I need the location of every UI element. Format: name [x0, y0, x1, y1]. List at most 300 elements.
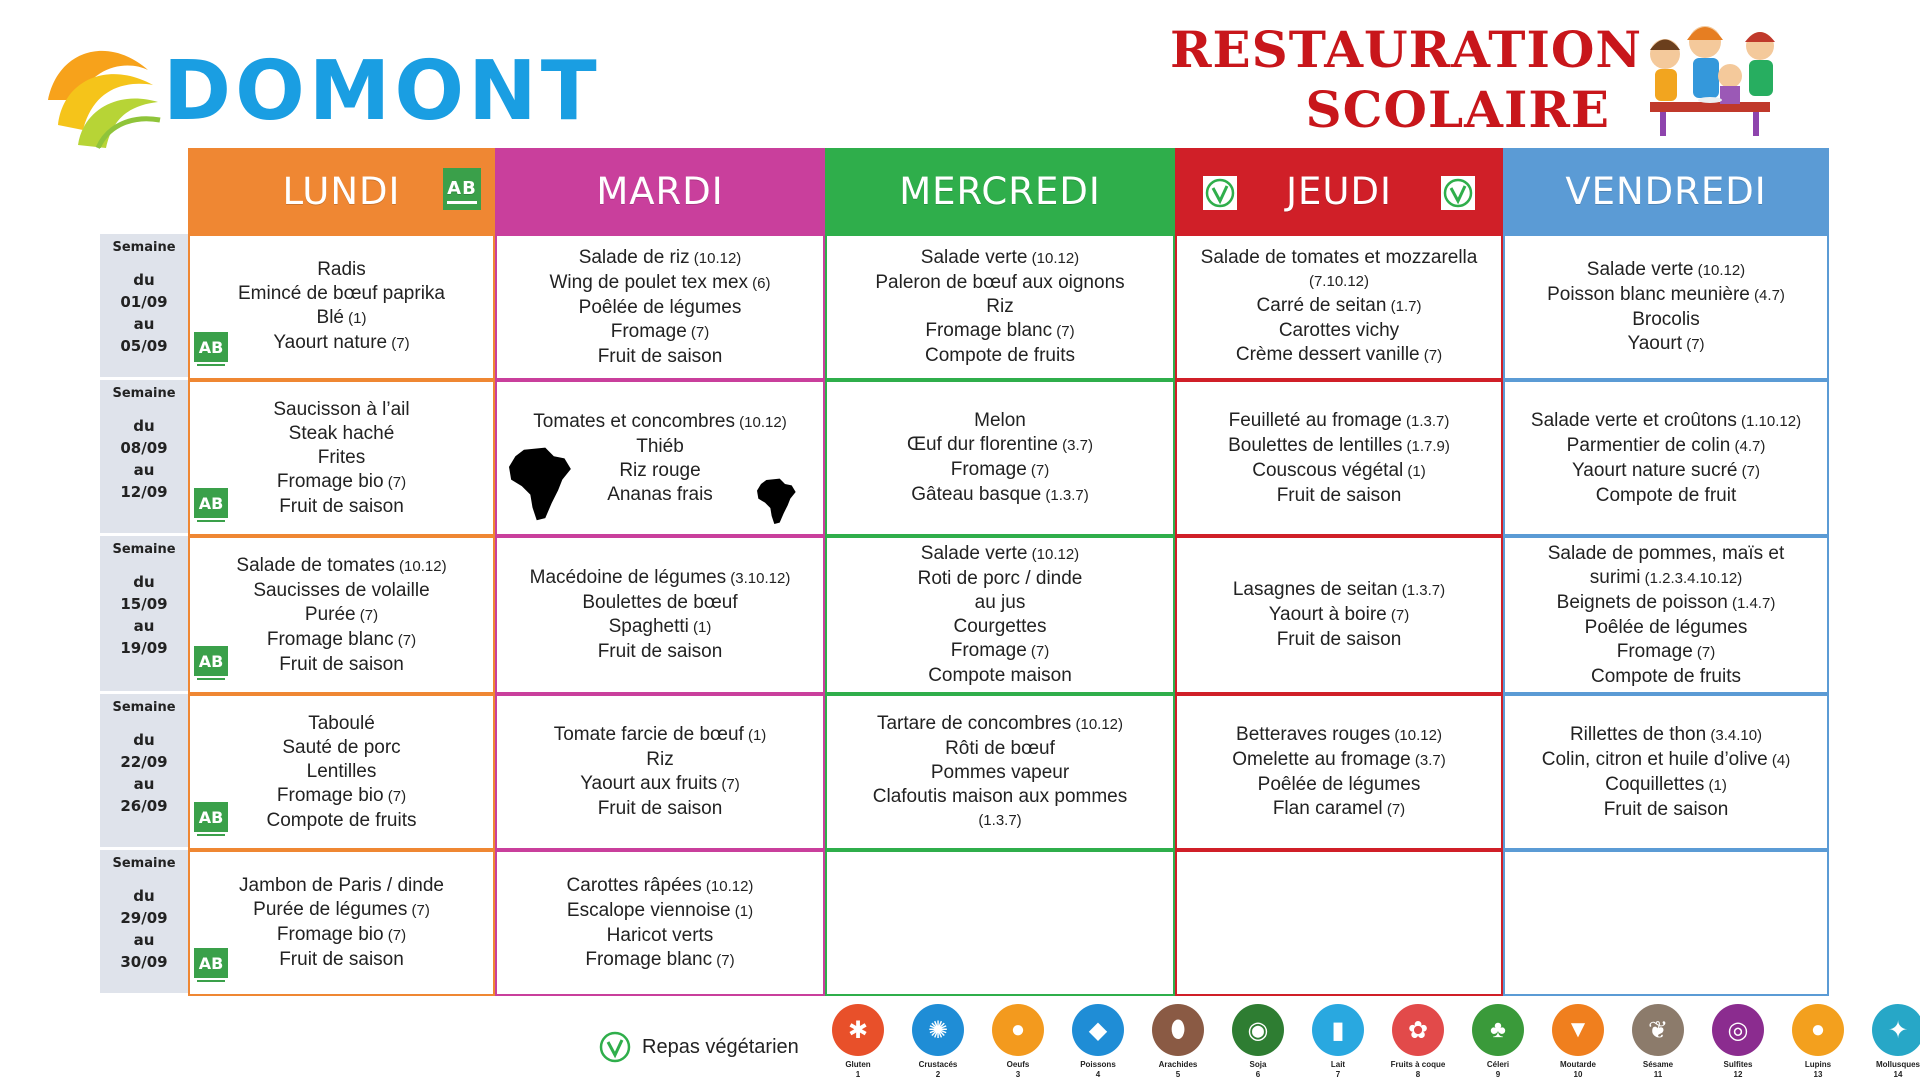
- day-label: JEUDI: [1286, 169, 1392, 213]
- dish-name: Fruit de saison: [279, 653, 404, 675]
- allergen-codes: (1.3.7): [1401, 412, 1450, 430]
- dish-name: Flan caramel: [1272, 797, 1383, 819]
- menu-item: [253, 579, 429, 603]
- dish-name: Rôti de bœuf: [945, 737, 1055, 759]
- dish-name: Fruit de saison: [279, 949, 404, 970]
- wheat-icon: ✱: [832, 1004, 884, 1056]
- allergen-name: Lait: [1330, 1060, 1346, 1069]
- menu-item: [1591, 665, 1741, 689]
- peanut-icon: ⬮: [1152, 1004, 1204, 1056]
- dish-name: Spaghetti: [608, 616, 689, 637]
- allergen-number: 8: [1415, 1070, 1421, 1079]
- dish-name: Yaourt: [1627, 332, 1683, 354]
- week-label: [100, 234, 188, 380]
- allergen-codes: (3.7): [1058, 436, 1094, 454]
- dish-name: Roti de porc / dinde: [917, 568, 1083, 589]
- day-label: VENDREDI: [1565, 169, 1767, 213]
- africa-map-icon: [757, 478, 797, 526]
- week-date-text: au: [133, 775, 155, 793]
- dish-name: Saucisson à l’ail: [273, 398, 410, 420]
- menu-cell-mercredi: [825, 536, 1175, 694]
- week-date-text: Semaine: [112, 542, 176, 557]
- dish-name: Fruit de saison: [1276, 629, 1402, 650]
- menu-item: [317, 306, 367, 331]
- menu-item: [282, 736, 400, 760]
- dish-name: Omelette au fromage: [1232, 748, 1411, 770]
- menu-item: [305, 603, 378, 628]
- menu-item: [951, 458, 1050, 483]
- dish-name: Macédoine de légumes: [529, 567, 727, 588]
- menu-item: [1572, 459, 1760, 484]
- allergen-codes: (1): [743, 727, 767, 744]
- dish-name: Riz rouge: [619, 459, 701, 481]
- menu-item: [267, 628, 416, 653]
- allergen-name: Oeufs: [1006, 1060, 1030, 1069]
- menu-cell-mardi: [495, 850, 825, 996]
- dish-name: Compote de fruits: [266, 809, 417, 831]
- dish-name: Yaourt nature: [273, 332, 388, 353]
- page-title: [1170, 20, 1643, 140]
- allergen-codes: (1.7.9): [1402, 437, 1450, 455]
- allergen-item: [1698, 1004, 1778, 1080]
- menu-item: [236, 554, 446, 579]
- dish-name: Lentilles: [306, 760, 377, 782]
- week-label: [100, 850, 188, 996]
- svg-text:AB: AB: [198, 808, 224, 827]
- menu-item: [598, 640, 723, 664]
- title-line-2: SCOLAIRE: [1305, 80, 1610, 139]
- menu-cell-lundi: [188, 536, 495, 694]
- allergen-codes: (10.12): [1027, 250, 1080, 267]
- dish-name: Brocolis: [1632, 308, 1700, 330]
- menu-item: [238, 282, 445, 306]
- dish-name: Sauté de porc: [282, 736, 401, 758]
- dish-name: Rillettes de thon: [1569, 723, 1707, 745]
- logo-text: DOMONT: [163, 44, 601, 139]
- allergen-label: [919, 1060, 958, 1080]
- allergen-item: [1058, 1004, 1138, 1080]
- day-header-vendredi: [1503, 148, 1829, 234]
- menu-item: [1548, 542, 1785, 566]
- menu-item: [877, 712, 1123, 737]
- week-date-text: 15/09: [120, 595, 168, 613]
- sesame-icon: ❦: [1632, 1004, 1684, 1056]
- menu-item: [279, 948, 404, 972]
- menu-item: [1252, 459, 1426, 484]
- allergen-name: Mollusques: [1875, 1060, 1920, 1069]
- egg-icon: ●: [992, 1004, 1044, 1056]
- allergen-codes: (1.7): [1386, 298, 1422, 315]
- allergen-codes: (7): [393, 631, 417, 649]
- menu-item: [1567, 434, 1766, 459]
- dish-name: (1.3.7): [978, 811, 1022, 829]
- allergen-name: Céleri: [1486, 1060, 1510, 1069]
- dish-name: Tomate farcie de bœuf: [553, 724, 744, 745]
- week-date-text: au: [133, 931, 155, 949]
- menu-cell-jeudi: [1175, 850, 1503, 996]
- menu-item: [267, 809, 417, 833]
- menu-item: [1542, 748, 1791, 773]
- menu-item: [279, 495, 404, 519]
- dish-name: Fromage: [950, 640, 1027, 661]
- allergen-item: [1458, 1004, 1538, 1080]
- menu-item: [318, 446, 366, 470]
- allergen-number: 3: [1015, 1070, 1021, 1079]
- allergen-label: [1487, 1060, 1509, 1080]
- menu-item: [954, 615, 1047, 639]
- allergen-codes: (7): [1052, 323, 1075, 340]
- allergen-name: Arachides: [1158, 1060, 1198, 1069]
- menu-item: [1531, 409, 1801, 434]
- allergen-label: [1724, 1060, 1753, 1080]
- bio-ab-icon: [443, 168, 481, 210]
- dish-name: Ananas frais: [607, 483, 713, 505]
- allergen-codes: (10.12): [394, 557, 447, 575]
- dish-name: Œuf dur florentine: [906, 433, 1058, 455]
- allergen-number: 12: [1733, 1070, 1743, 1079]
- dish-name: Salade de pommes, maïs et: [1547, 542, 1785, 564]
- menu-item: [1277, 484, 1402, 508]
- dish-name: Poêlée de légumes: [1584, 616, 1748, 638]
- menu-cell-lundi: [188, 850, 495, 996]
- allergen-codes: (1): [1704, 776, 1727, 794]
- menu-item: [1228, 434, 1450, 459]
- menu-cell-vendredi: [1503, 380, 1829, 536]
- allergen-codes: (7): [1682, 335, 1705, 353]
- dish-name: Courgettes: [953, 616, 1047, 637]
- africa-map-icon: [509, 446, 573, 524]
- menu-item: [1269, 603, 1409, 628]
- title-line-1: RESTAURATION: [1170, 20, 1643, 79]
- allergen-number: 2: [935, 1070, 941, 1079]
- dish-name: au jus: [974, 592, 1026, 613]
- allergen-label: [1643, 1060, 1673, 1080]
- menu-cell-mercredi: [825, 234, 1175, 380]
- allergen-number: 1: [855, 1070, 861, 1079]
- dish-name: Haricot verts: [606, 924, 714, 946]
- menu-cell-mercredi: [825, 850, 1175, 996]
- week-label: [100, 536, 188, 694]
- dish-name: Carottes vichy: [1278, 320, 1400, 341]
- menu-item: [289, 422, 395, 446]
- dish-name: Fromage blanc: [925, 320, 1053, 341]
- dish-name: Poisson blanc meunière: [1547, 283, 1750, 305]
- dish-name: Fromage bio: [276, 784, 384, 806]
- celery-icon: ♣: [1472, 1004, 1524, 1056]
- menu-item: [607, 483, 713, 507]
- dish-name: Colin, citron et huile d’olive: [1541, 748, 1768, 770]
- svg-text:AB: AB: [198, 954, 224, 973]
- vegetarian-icon: [1203, 176, 1237, 210]
- menu-item: [277, 470, 406, 495]
- dish-name: Purée: [304, 603, 356, 625]
- svg-text:AB: AB: [198, 652, 224, 671]
- week-date-text: 12/09: [120, 483, 168, 501]
- allergen-codes: (7): [1419, 347, 1443, 364]
- allergen-number: 10: [1573, 1070, 1583, 1079]
- allergen-name: Sulfites: [1723, 1060, 1753, 1069]
- allergen-number: 11: [1653, 1070, 1663, 1079]
- menu-cell-vendredi: [1503, 536, 1829, 694]
- menu-item: [580, 772, 739, 797]
- menu-item: [1201, 246, 1478, 270]
- dish-name: Fromage blanc: [585, 948, 713, 970]
- domont-logo: [38, 30, 601, 150]
- menu-item: [1258, 773, 1421, 797]
- allergen-codes: (1.4.7): [1727, 594, 1776, 612]
- allergen-name: Crustacés: [918, 1060, 958, 1069]
- day-header-lundi: [188, 148, 495, 234]
- allergen-name: Poissons: [1080, 1060, 1116, 1069]
- week-label: [100, 694, 188, 850]
- allergen-item: [1138, 1004, 1218, 1080]
- allergen-codes: (7): [383, 787, 407, 805]
- allergen-label: [1876, 1060, 1920, 1080]
- dish-name: Parmentier de colin: [1566, 434, 1731, 456]
- allergen-name: Moutarde: [1560, 1060, 1596, 1069]
- allergen-item: [1778, 1004, 1858, 1080]
- menu-item: [921, 246, 1079, 271]
- menu-item: [1232, 748, 1446, 773]
- menu-cell-mardi: [495, 536, 825, 694]
- week-date-text: du: [133, 731, 155, 749]
- allergen-name: Gluten: [845, 1060, 871, 1069]
- menu-item: [619, 459, 700, 483]
- dish-name: (7.10.12): [1308, 273, 1370, 290]
- menu-item: [1236, 723, 1442, 748]
- allergen-number: 14: [1893, 1070, 1903, 1079]
- menu-item: [873, 785, 1128, 809]
- allergen-label: [1331, 1060, 1345, 1080]
- allergen-codes: (7): [407, 902, 430, 919]
- menu-cell-jeudi: [1175, 536, 1503, 694]
- allergen-item: [898, 1004, 978, 1080]
- menu-item: [1257, 294, 1422, 319]
- dish-name: Pommes vapeur: [930, 761, 1070, 783]
- menu-item: [549, 271, 770, 296]
- dish-name: Compote de fruits: [925, 345, 1075, 366]
- dish-name: Salade verte: [920, 247, 1028, 268]
- dish-name: Boulettes de bœuf: [582, 592, 738, 613]
- dish-name: Carré de seitan: [1256, 295, 1387, 316]
- allergen-name: Lupins: [1804, 1060, 1832, 1069]
- dish-name: Compote de fruits: [1591, 665, 1741, 687]
- menu-item: [646, 748, 673, 772]
- bio-ab-icon: [194, 332, 228, 368]
- week-date-text: Semaine: [112, 386, 176, 401]
- allergen-codes: (3.7): [1410, 751, 1446, 769]
- crab-icon: ✺: [912, 1004, 964, 1056]
- week-date-text: au: [133, 461, 155, 479]
- day-label: LUNDI: [282, 169, 401, 213]
- dish-name: Yaourt aux fruits: [580, 773, 718, 794]
- allergen-codes: (7): [1026, 643, 1050, 660]
- dish-name: Poêlée de légumes: [578, 296, 742, 318]
- allergen-codes: (4.7): [1730, 437, 1766, 455]
- menu-item: [1236, 343, 1442, 368]
- bio-ab-icon: [194, 802, 228, 838]
- dish-name: Melon: [974, 409, 1026, 431]
- allergen-label: [1007, 1060, 1030, 1080]
- allergen-number: 4: [1095, 1070, 1101, 1079]
- allergen-number: 7: [1335, 1070, 1341, 1079]
- week-date-text: au: [133, 617, 155, 635]
- allergen-codes: (10.12): [735, 413, 787, 431]
- dish-name: Betteraves rouges: [1236, 723, 1391, 745]
- week-date-text: 05/09: [120, 337, 168, 355]
- dish-name: Fromage: [610, 320, 687, 342]
- dish-name: Jambon de Paris / dinde: [239, 875, 444, 896]
- shell-icon: ✦: [1872, 1004, 1920, 1056]
- menu-item: [598, 797, 723, 821]
- logo-leaf-icon: [38, 30, 168, 150]
- menu-cell-mardi: [495, 380, 825, 536]
- allergen-item: [1858, 1004, 1920, 1080]
- allergen-codes: (7): [1386, 607, 1410, 624]
- allergen-codes: (7): [1382, 800, 1406, 818]
- menu-item: [921, 542, 1079, 567]
- allergen-name: Sésame: [1642, 1060, 1674, 1069]
- allergen-codes: (10.12): [1390, 726, 1442, 744]
- menu-item: [533, 410, 786, 435]
- dish-name: Compote de fruit: [1595, 484, 1737, 506]
- menu-item: [277, 923, 406, 948]
- allergen-codes: (7): [1692, 643, 1716, 661]
- allergen-codes: (10.12): [1027, 546, 1080, 563]
- dish-name: Fruit de saison: [597, 345, 723, 367]
- menu-item: [636, 435, 684, 459]
- menu-item: [1229, 409, 1450, 434]
- svg-text:AB: AB: [198, 338, 224, 357]
- allergen-codes: (1.3.7): [1397, 582, 1446, 599]
- week-date-text: 29/09: [120, 909, 168, 927]
- dish-name: Frites: [317, 446, 366, 468]
- week-date-text: Semaine: [112, 700, 176, 715]
- menu-item: [974, 409, 1026, 433]
- dish-name: Fromage bio: [276, 470, 384, 492]
- day-header-mercredi: [825, 148, 1175, 234]
- dish-name: Saucisses de volaille: [253, 579, 430, 601]
- menu-cell-mardi: [495, 694, 825, 850]
- dish-name: Fromage blanc: [266, 628, 394, 650]
- milk-icon: ▮: [1312, 1004, 1364, 1056]
- menu-item: [279, 653, 404, 677]
- menu-item: [1632, 308, 1700, 332]
- menu-item: [611, 320, 710, 345]
- allergen-codes: (7): [1026, 461, 1050, 479]
- menu-cell-lundi: [188, 234, 495, 380]
- menu-item: [253, 898, 430, 923]
- dish-name: Compote maison: [928, 665, 1072, 686]
- menu-item: [273, 331, 409, 356]
- allergen-codes: (1.3.7): [1041, 486, 1089, 504]
- week-date-text: 30/09: [120, 953, 168, 971]
- menu-item: [277, 784, 406, 809]
- dish-name: Escalope viennoise: [566, 899, 731, 921]
- menu-item: [975, 591, 1026, 615]
- menu-item: [567, 899, 753, 924]
- menu-item: [907, 433, 1093, 458]
- menu-item: [1279, 319, 1399, 343]
- menu-item: [945, 737, 1055, 761]
- allergen-codes: (7): [1737, 462, 1760, 480]
- allergen-item: [1618, 1004, 1698, 1080]
- menu-cell-mercredi: [825, 380, 1175, 536]
- allergen-codes: (1): [688, 619, 712, 636]
- menu-item: [239, 874, 444, 898]
- week-date-text: au: [133, 315, 155, 333]
- menu-item: [1277, 628, 1402, 652]
- dish-name: Blé: [316, 307, 344, 328]
- allergen-codes: (10.12): [689, 249, 742, 267]
- dish-name: Emincé de bœuf paprika: [238, 283, 445, 304]
- allergen-codes: (7): [383, 927, 407, 944]
- vegetarian-icon: [1441, 176, 1475, 210]
- dish-name: Purée de légumes: [253, 899, 408, 920]
- menu-item: [1585, 616, 1748, 640]
- day-header-mardi: [495, 148, 825, 234]
- menu-cell-lundi: [188, 380, 495, 536]
- allergen-item: [818, 1004, 898, 1080]
- week-date-text: du: [133, 417, 155, 435]
- allergen-codes: (10.12): [1071, 715, 1124, 733]
- menu-item: [925, 344, 1075, 368]
- allergen-name: Fruits à coque: [1390, 1060, 1446, 1069]
- mustard-icon: ▼: [1552, 1004, 1604, 1056]
- dish-name: Fromage: [1616, 640, 1693, 662]
- dish-name: Salade verte: [1586, 258, 1694, 280]
- menu-item: [585, 948, 734, 973]
- allergen-codes: (6): [748, 274, 771, 292]
- allergen-codes: (3.10.12): [726, 570, 791, 587]
- menu-item: [1587, 258, 1745, 283]
- allergen-item: [1378, 1004, 1458, 1080]
- dish-name: Salade verte: [920, 543, 1028, 564]
- dish-name: Paleron de bœuf aux oignons: [875, 272, 1125, 293]
- menu-item: [554, 723, 767, 748]
- week-date-text: du: [133, 271, 155, 289]
- allergen-item: [1298, 1004, 1378, 1080]
- week-date-text: Semaine: [112, 240, 176, 255]
- week-date-text: 26/09: [120, 797, 168, 815]
- menu-item: [317, 258, 366, 282]
- allergen-number: 9: [1495, 1070, 1501, 1079]
- svg-text:AB: AB: [198, 494, 224, 513]
- menu-item: [918, 567, 1083, 591]
- menu-item: [1605, 773, 1727, 798]
- menu-cell-jeudi: [1175, 694, 1503, 850]
- allergen-number: 13: [1813, 1070, 1823, 1079]
- allergen-label: [1805, 1060, 1831, 1080]
- dish-name: Clafoutis maison aux pommes: [872, 785, 1128, 807]
- menu-item: [598, 345, 723, 369]
- dish-name: surimi: [1589, 566, 1641, 588]
- week-date-text: 22/09: [120, 753, 168, 771]
- week-date-text: Semaine: [112, 856, 176, 871]
- menu-item: [1604, 798, 1729, 822]
- bio-ab-icon: [194, 948, 228, 984]
- dish-name: Boulettes de lentilles: [1228, 434, 1403, 456]
- legend-vegetarian-label: Repas végétarien: [642, 1035, 799, 1058]
- fish-icon: ◆: [1072, 1004, 1124, 1056]
- menu-cell-mardi: [495, 234, 825, 380]
- dish-name: Fruit de saison: [1603, 798, 1729, 820]
- dish-name: Carottes râpées: [566, 874, 702, 896]
- dish-name: Beignets de poisson: [1556, 591, 1728, 613]
- allergen-label: [1159, 1060, 1198, 1080]
- menu-item: [951, 639, 1050, 664]
- allergen-codes: (7): [355, 606, 379, 624]
